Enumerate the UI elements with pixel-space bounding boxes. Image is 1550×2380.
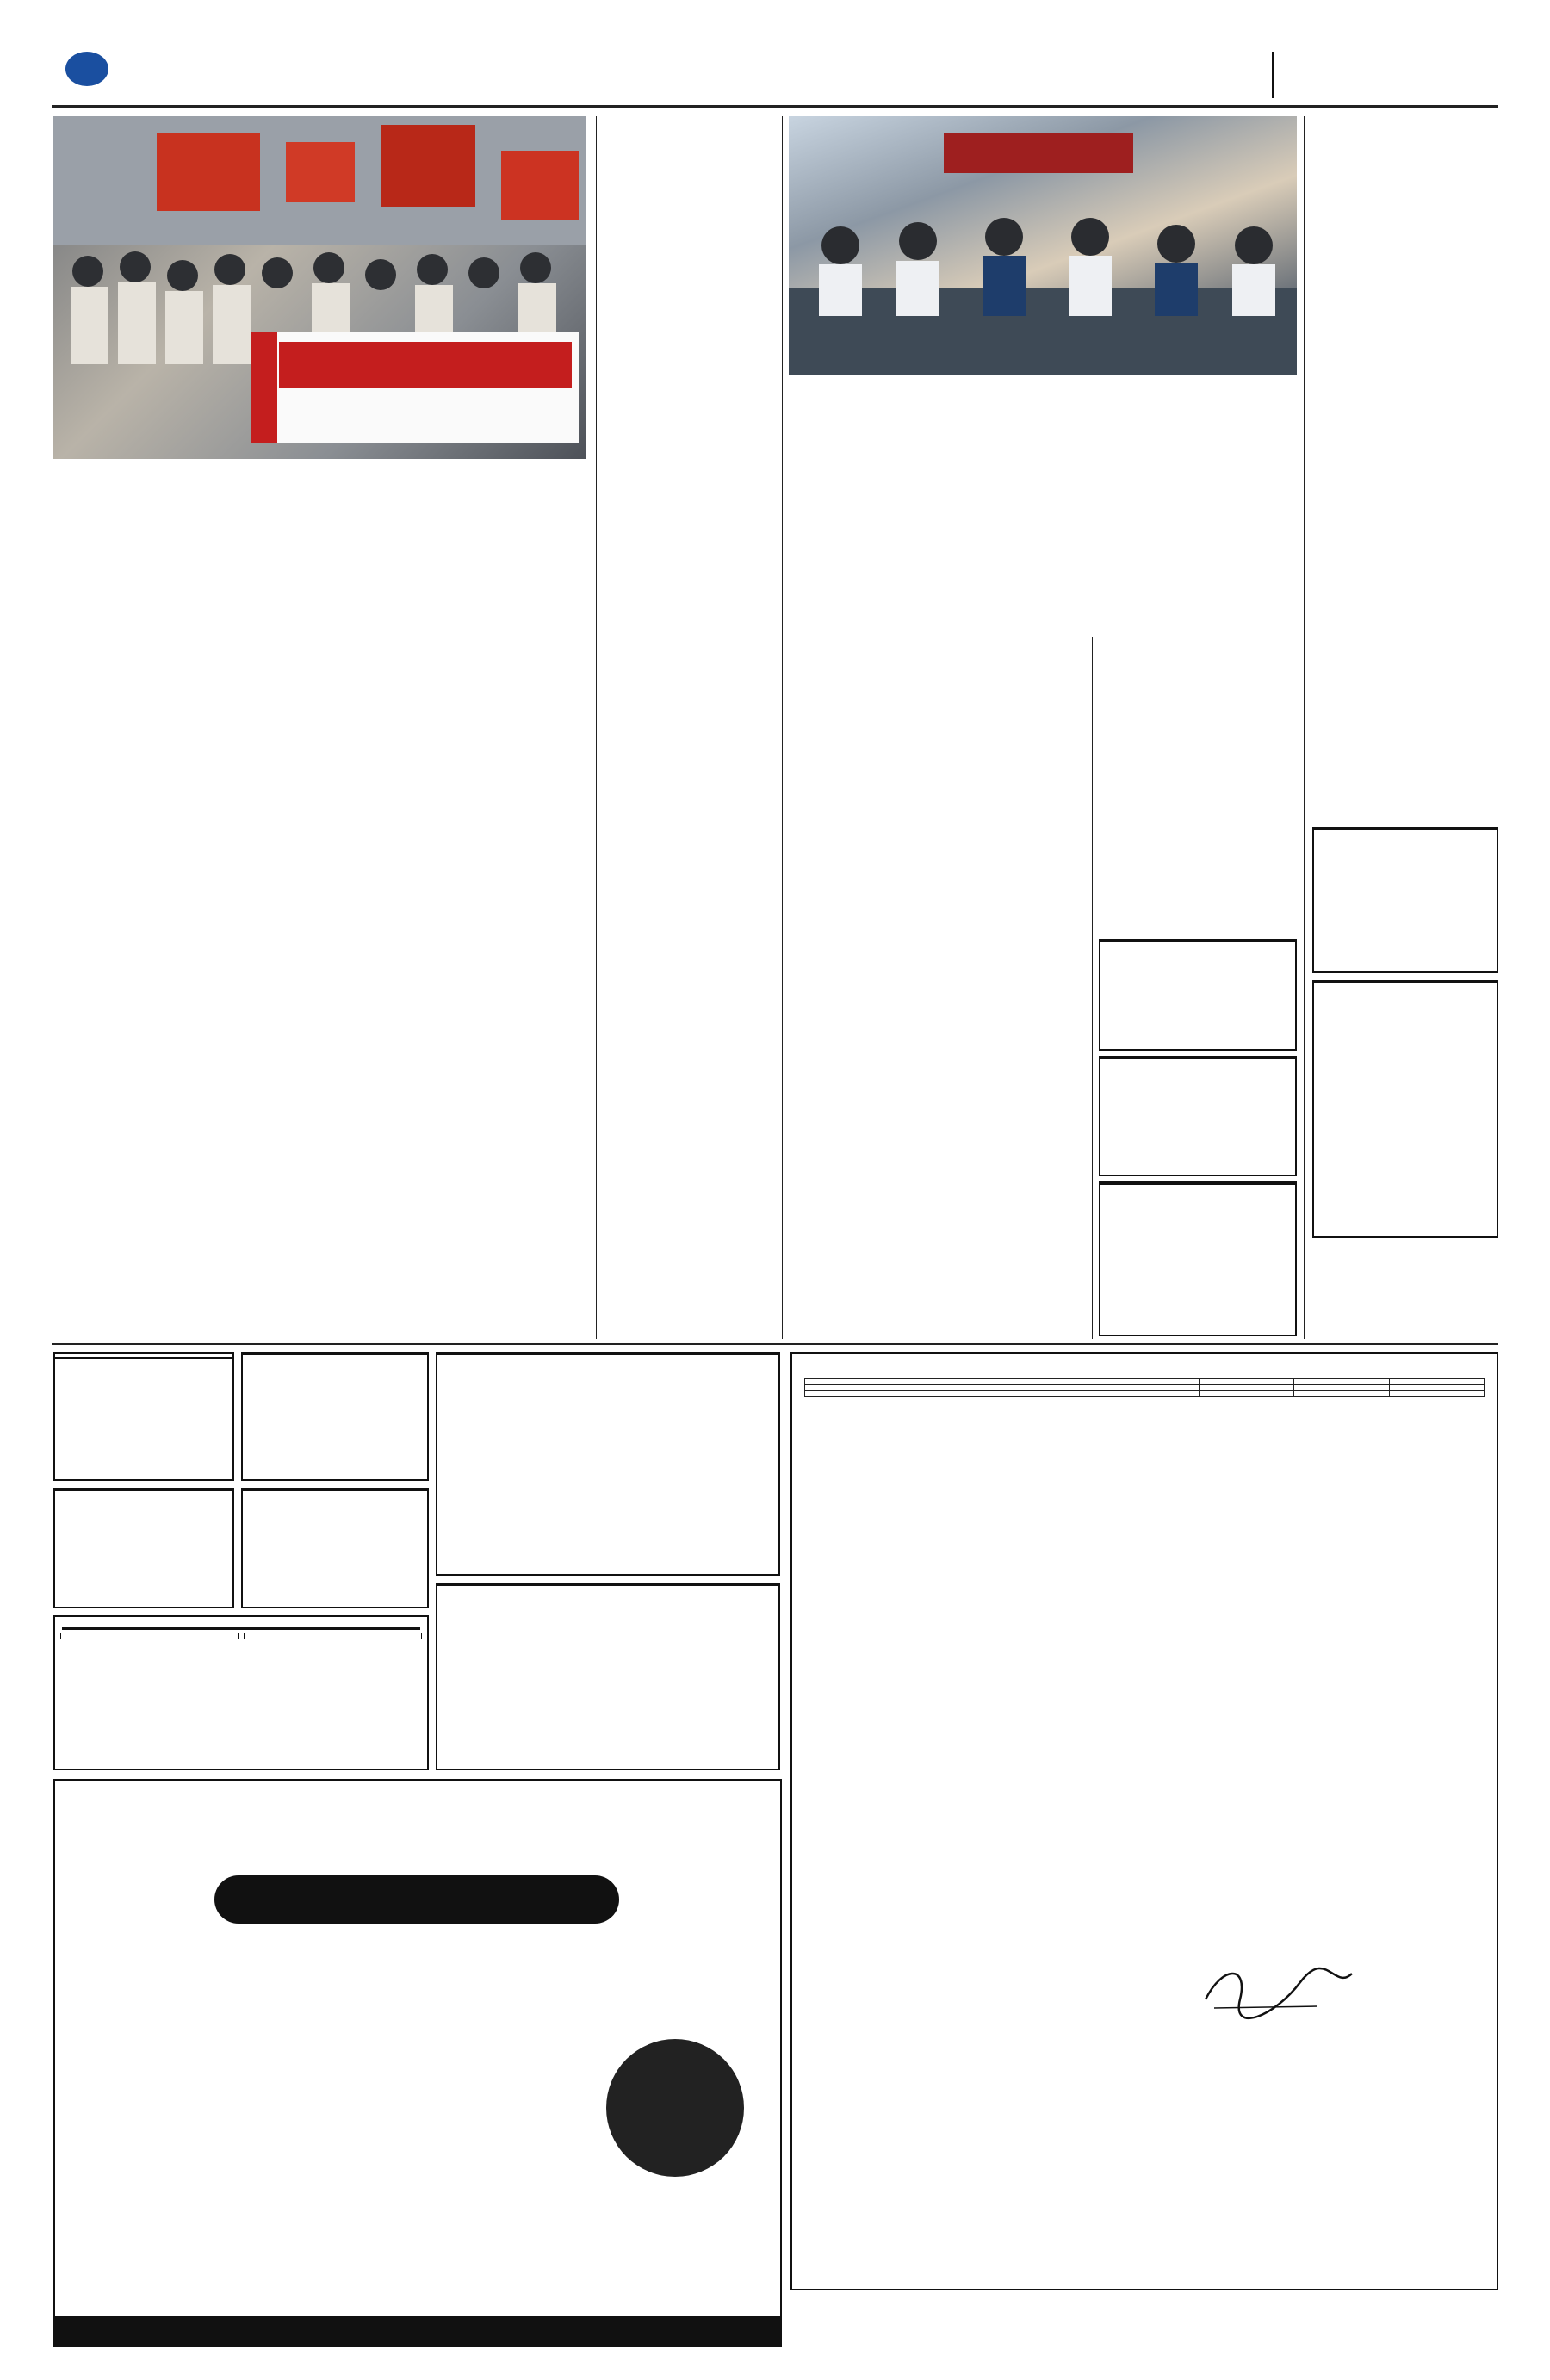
jac-body xyxy=(55,1359,232,1402)
bhurungamari-story xyxy=(53,818,286,1335)
tender-num-3 xyxy=(1294,1385,1389,1391)
rally-banner xyxy=(279,342,572,388)
page-number-badge xyxy=(65,52,108,86)
center-photo-art xyxy=(789,116,1297,375)
spacer3 xyxy=(790,2297,791,2298)
falafal-body xyxy=(1312,112,1498,560)
tender-notice xyxy=(790,1352,1498,2290)
hariyechhe-body xyxy=(55,1491,232,1573)
tender-num-2 xyxy=(1199,1385,1293,1391)
masthead-logo xyxy=(1283,50,1524,102)
tmss-badge xyxy=(606,2039,744,2177)
tender-col-closing xyxy=(1294,1379,1389,1385)
lalmonirhat-body xyxy=(296,947,586,1326)
bari-ad xyxy=(1099,1056,1297,1176)
lalmonirhat-story xyxy=(296,947,586,1326)
lakkho-ad xyxy=(241,1352,429,1481)
tender-col-selling xyxy=(1199,1379,1293,1385)
tender-signature-block xyxy=(1188,1956,1481,2029)
niyog-right-body xyxy=(1314,983,1497,1199)
bikroy-ad xyxy=(1312,827,1498,973)
tmss-footer xyxy=(55,2316,780,2346)
golachra-story xyxy=(1099,637,1297,766)
mid-rule xyxy=(52,1343,1498,1345)
lead-photo xyxy=(53,116,586,459)
tender-col-remarks xyxy=(1389,1379,1484,1385)
doctor-speciality xyxy=(62,1627,420,1630)
lead-body-col2 xyxy=(322,642,586,809)
tmss-ad xyxy=(53,1779,782,2347)
masthead-divider xyxy=(1272,52,1274,98)
narulite-body xyxy=(243,1491,427,1543)
sonatala-body xyxy=(603,115,775,520)
sotorkikoron-body xyxy=(437,1586,778,1689)
center-kicker xyxy=(789,406,1297,432)
center-photo xyxy=(789,116,1297,375)
hariyechhe-ad xyxy=(53,1488,234,1608)
rajshahi-body xyxy=(603,586,775,913)
tmss-para xyxy=(67,1937,772,2032)
tmss-course-pill xyxy=(214,1875,619,1924)
niyog-small-body xyxy=(1100,1185,1295,1280)
niyog-right-ad xyxy=(1312,980,1498,1238)
sathiya-story xyxy=(296,818,586,930)
bhurungamari-body xyxy=(53,818,286,1335)
tender-num-1 xyxy=(805,1385,1200,1391)
niyog-main-ad xyxy=(436,1352,780,1576)
signature-mark xyxy=(1188,1956,1361,2025)
shahjahanpur-story xyxy=(1099,792,1297,921)
niyog-main-body xyxy=(437,1355,778,1519)
tender-num-4 xyxy=(1389,1385,1484,1391)
bogura-upazila-body xyxy=(603,947,775,1326)
col-rule-3 xyxy=(782,116,783,1339)
shahjahanpur-body xyxy=(1099,792,1297,921)
tender-table xyxy=(804,1378,1485,1397)
col-rule-2 xyxy=(596,116,597,1339)
lead-body-col1 xyxy=(53,642,312,809)
sotorkikoron-ad xyxy=(436,1583,780,1770)
tender-closing xyxy=(1294,1391,1389,1397)
tender-remarks xyxy=(1389,1391,1484,1397)
doctor-ad xyxy=(53,1615,429,1770)
col-rule-3b xyxy=(1092,637,1093,1339)
sathiya-body xyxy=(296,818,586,930)
center-body xyxy=(789,475,1297,630)
narulite-ad xyxy=(241,1488,429,1608)
lead-headline xyxy=(53,522,586,635)
bogura-upazila-story xyxy=(603,947,775,1326)
tender-col-id xyxy=(805,1379,1200,1385)
tender-selling xyxy=(1199,1391,1293,1397)
bari-body xyxy=(1100,1059,1295,1119)
niyog-small-ad xyxy=(1099,1181,1297,1336)
center-headline xyxy=(789,434,1297,470)
jac-ad xyxy=(53,1352,234,1481)
sonatala-story xyxy=(603,112,775,520)
center-photo-caption xyxy=(789,379,1297,405)
golachra-body xyxy=(1099,637,1297,766)
bikroy-body xyxy=(1314,830,1497,916)
rally-banner-sub xyxy=(279,395,572,419)
lead-photo-caption xyxy=(53,463,586,489)
doctor-name xyxy=(55,1617,427,1624)
tender-ids xyxy=(805,1391,1200,1397)
rajshahi-story xyxy=(603,586,775,913)
lakkho-body xyxy=(243,1355,427,1402)
lead-kicker xyxy=(53,494,586,520)
masthead-rule xyxy=(52,105,1498,108)
falafal-story xyxy=(1312,112,1498,560)
hariyechhe-right-body xyxy=(1100,942,1295,1020)
hariyechhe-right-ad xyxy=(1099,939,1297,1051)
col-rule-4 xyxy=(1304,116,1305,1339)
